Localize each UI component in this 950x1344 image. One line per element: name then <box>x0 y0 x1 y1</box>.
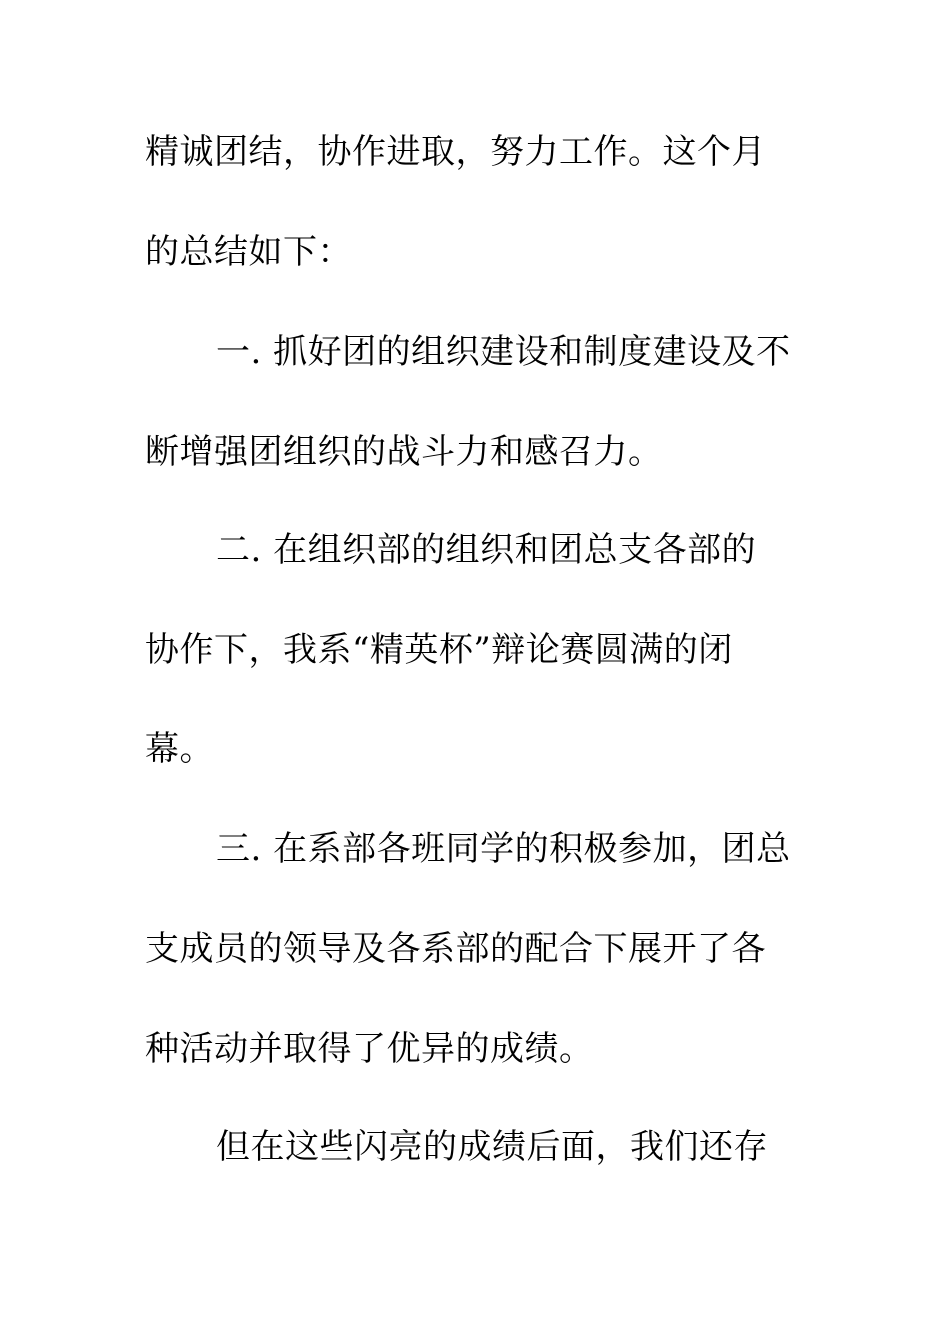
text-line: 协作下，我系“精英杯”辩论赛圆满的闭 <box>145 630 733 670</box>
text-line: 三. 在系部各班同学的积极参加，团总 <box>216 829 791 869</box>
text-line: 但在这些闪亮的成绩后面，我们还存 <box>216 1127 768 1167</box>
text-line: 断增强团组织的战斗力和感召力。 <box>145 432 663 472</box>
text-line: 种活动并取得了优异的成绩。 <box>145 1029 594 1069</box>
text-line: 幕。 <box>145 729 214 769</box>
text-line: 一. 抓好团的组织建设和制度建设及不 <box>216 332 791 372</box>
text-line: 支成员的领导及各系部的配合下展开了各 <box>145 929 766 969</box>
text-line: 精诚团结，协作进取，努力工作。这个月 <box>145 132 766 172</box>
text-line: 的总结如下： <box>145 232 352 272</box>
text-line: 二. 在组织部的组织和团总支各部的 <box>216 530 757 570</box>
